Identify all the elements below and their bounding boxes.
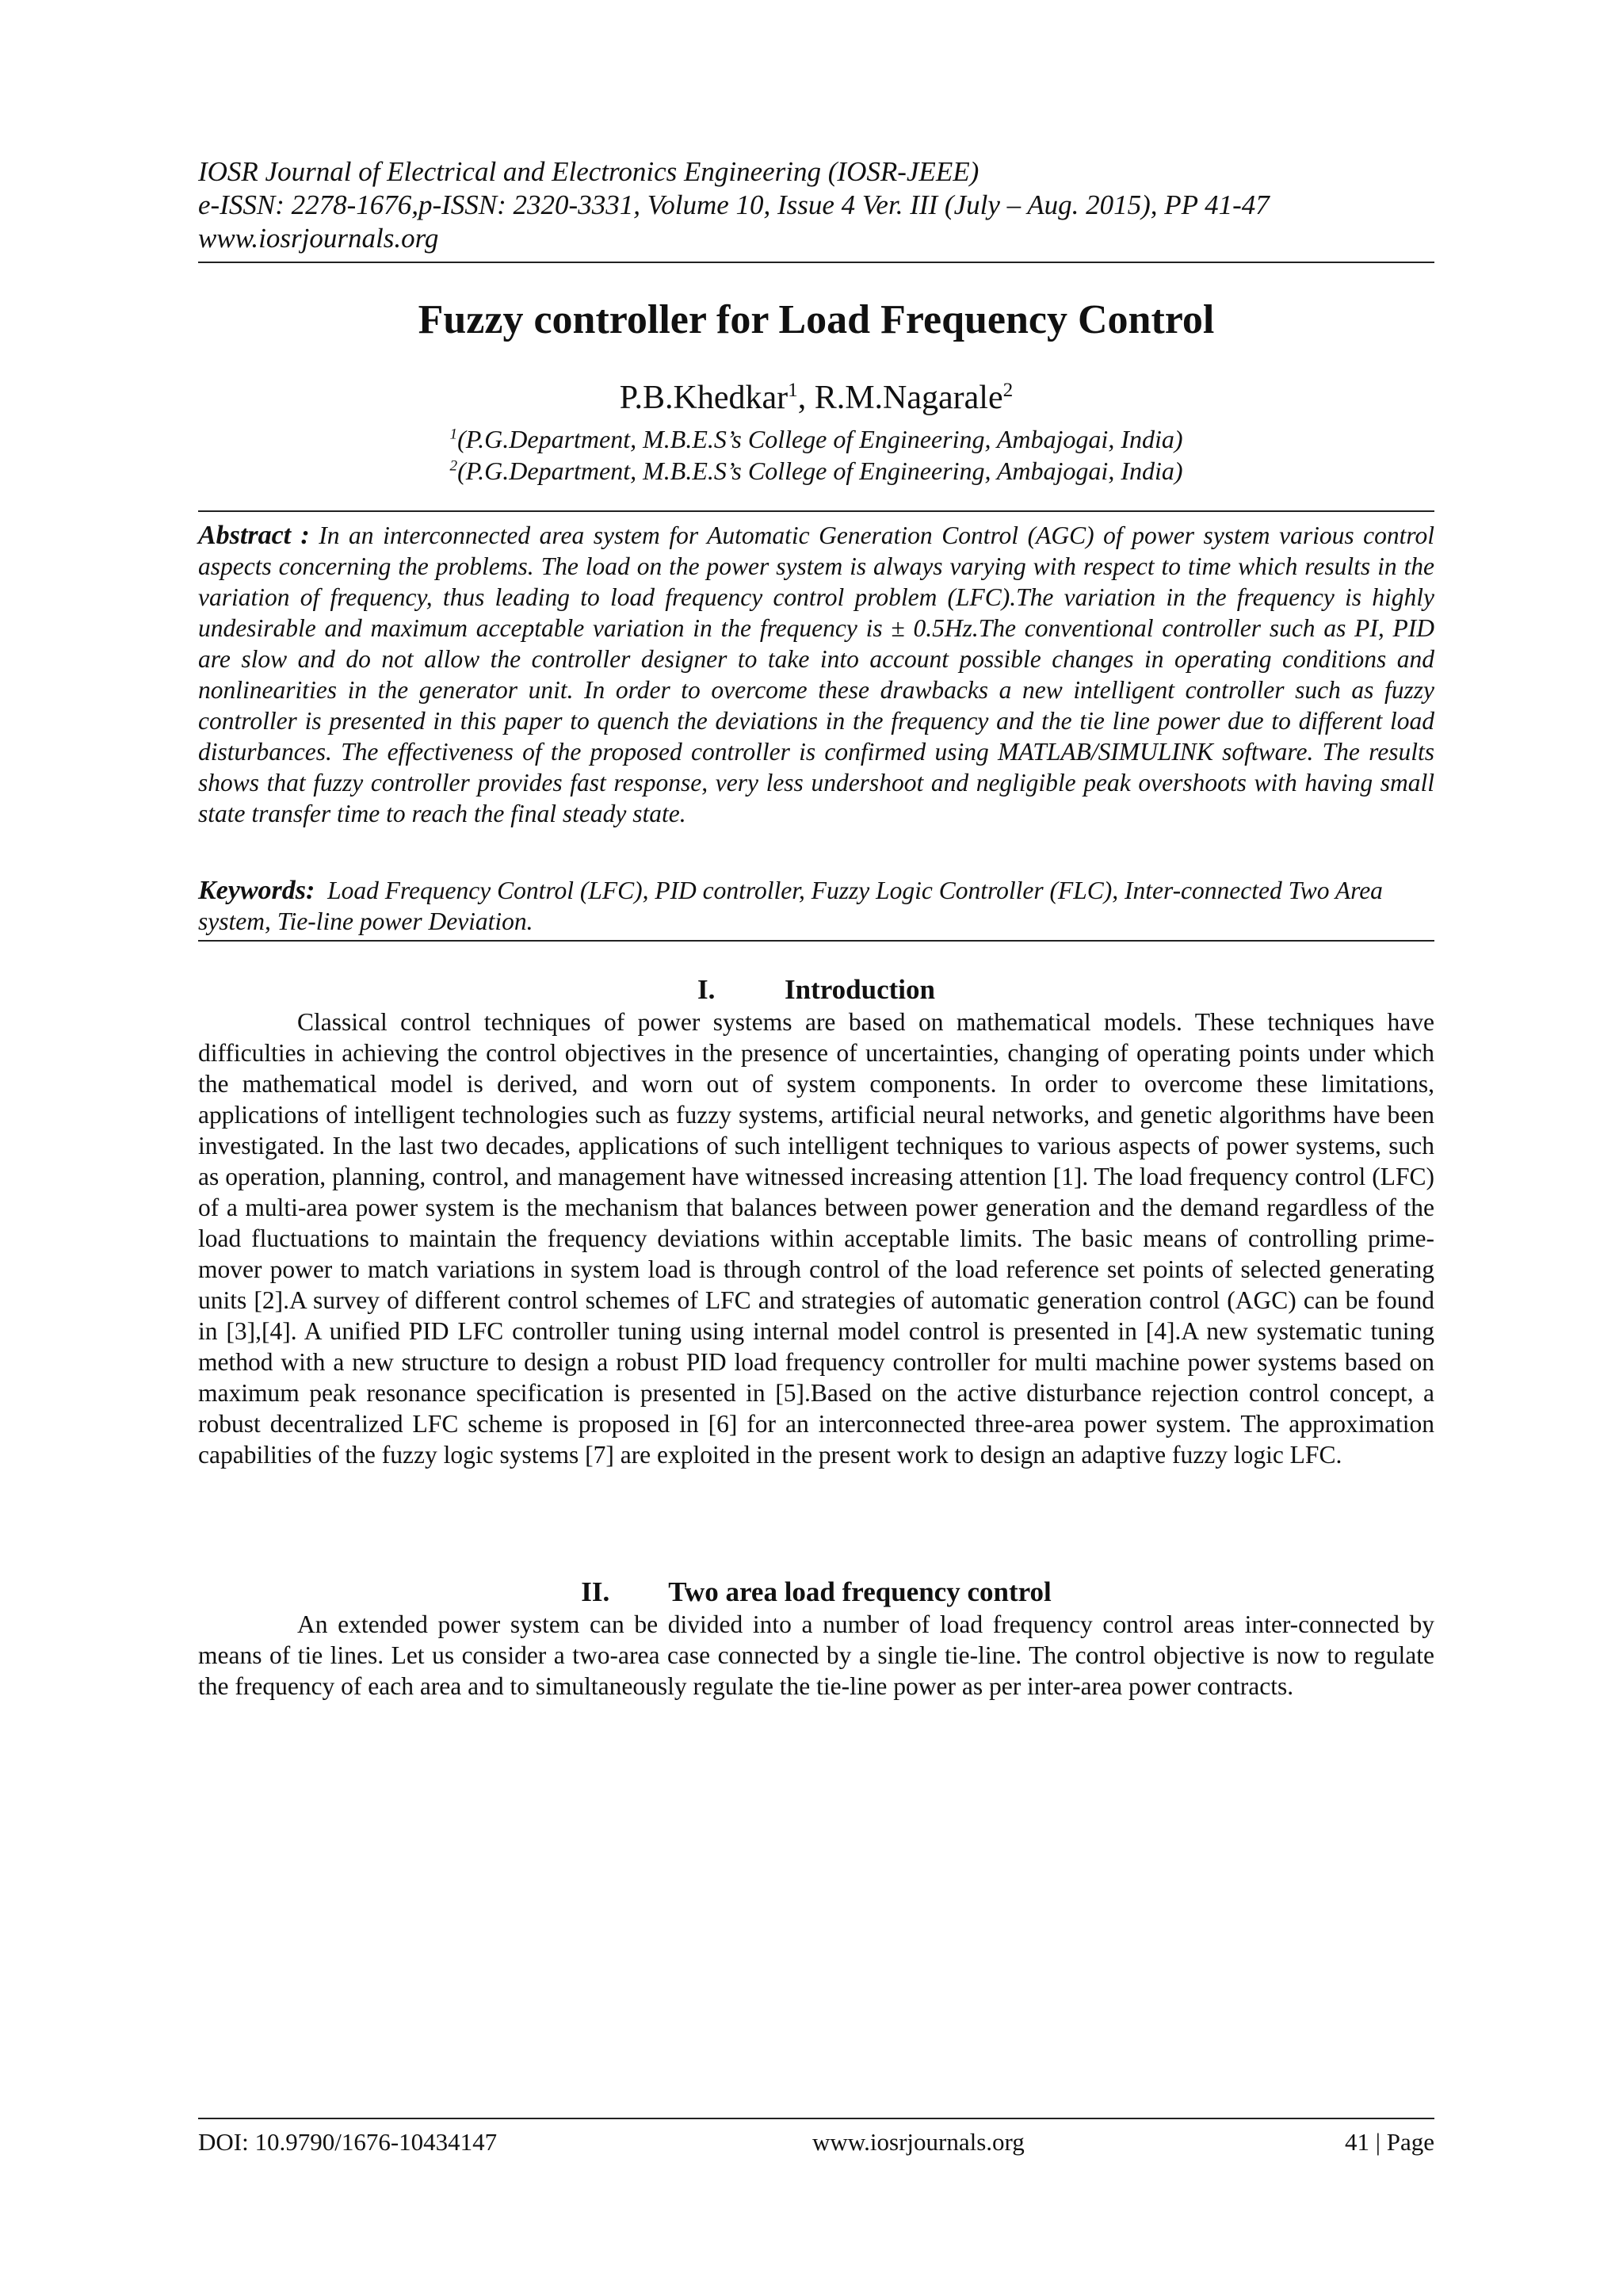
introduction-body [198,1007,1434,1470]
section-heading-introduction [198,973,1434,1007]
abstract-top-rule [198,510,1434,512]
abstract-text: In an interconnected area system for Automatic Generation Control (AGC) of power system various control aspects concerning the problems. The load on the power system is always varying with respect to time which results in the variation of frequency, thus leading to load frequency control problem (LFC).The variation in the frequency is highly undesirable and maximum acceptable variation in the frequency is ± 0.5Hz.The conventional controller such as PI, PID are slow and do not allow the controller designer to take into account possible changes in operating conditions and nonlinearities in the generator unit. In order to overcome these drawbacks a new intelligent controller such as fuzzy controller is presented in this paper to quench the deviations in the frequency and the tie line power due to different load disturbances. The effectiveness of the proposed controller is confirmed using MATLAB/SIMULINK software. The results shows that fuzzy controller provides fast response, very less undershoot and negligible peak overshoots with having small state transfer time to reach the final steady state. [198,521,1434,827]
abstract [198,520,1434,829]
footer-page-number: 41 | Page [1345,2128,1434,2156]
abstract-bottom-rule [198,940,1434,942]
footer-rule [198,2118,1434,2119]
author-affiliation-mark: 2 [1002,380,1014,401]
author-list [198,377,1434,418]
affiliation-mark: 2 [449,457,458,475]
section-title: Introduction [785,974,935,1005]
affiliation-text: (P.G.Department, M.B.E.S’s College of Engineering, Ambajogai, India) [457,425,1183,453]
keywords [198,875,1434,937]
abstract-label: Abstract : [198,521,310,550]
footer-doi: DOI: 10.9790/1676-10434147 [198,2128,498,2156]
author-name: P.B.Khedkar [619,380,789,416]
affiliation-text: (P.G.Department, M.B.E.S’s College of Engineering, Ambajogai, India) [457,457,1183,485]
keywords-label: Keywords: [198,876,315,905]
paper-title: Fuzzy controller for Load Frequency Control [418,297,1215,342]
section-title: Two area load frequency control [668,1576,1052,1607]
keywords-text: Load Frequency Control (LFC), PID controller, Fuzzy Logic Controller (FLC), Inter-connected Two Area system, Tie-line power Deviation. [198,877,1383,935]
author-affiliation-mark: 1 [788,380,798,401]
journal-issn: e-ISSN: 2278-1676,p-ISSN: 2320-3331, Volume 10, Issue 4 Ver. III (July – Aug. 2015), PP 41-47 [198,189,1270,220]
author-name: R.M.Nagarale [814,380,1003,416]
header-rule [198,262,1434,263]
two-area-body [198,1609,1434,1702]
section-heading-two-area [198,1576,1434,1609]
affiliation [198,423,1434,455]
section-number: I. [697,974,716,1005]
journal-website: www.iosrjournals.org [198,223,439,254]
journal-name: IOSR Journal of Electrical and Electronics Engineering (IOSR-JEEE) [198,156,980,187]
footer-website: www.iosrjournals.org [812,2128,1025,2156]
affiliation [198,455,1434,487]
paragraph: Classical control techniques of power systems are based on mathematical models. These techniques have difficulties in achieving the control objectives in the presence of uncertainties, changing of operating points under which the mathematical model is derived, and worn out of system components. In order to overcome these limitations, applications of intelligent technologies such as fuzzy systems, artificial neural networks, and genetic algorithms have been investigated. In the last two decades, applications of such intelligent techniques to various aspects of power systems, such as operation, planning, control, and management have witnessed increasing attention [1]. The load frequency control (LFC) of a multi-area power system is the mechanism that balances between power generation and the demand regardless of the load fluctuations to maintain the frequency deviations within acceptable limits. The basic means of controlling prime-mover power to match variations in system load is through control of the load reference set points of selected generating units [2].A survey of different control schemes of LFC and strategies of automatic generation control (AGC) can be found in [3],[4]. A unified PID LFC controller tuning using internal model control is presented in [4].A new systematic tuning method with a new structure to design a robust PID load frequency controller for multi machine power systems based on maximum peak resonance specification is presented in [5].Based on the active disturbance rejection control concept, a robust decentralized LFC scheme is proposed in [6] for an interconnected three-area power system. The approximation capabilities of the fuzzy logic systems [7] are exploited in the present work to design an adaptive fuzzy logic LFC. [198,1008,1434,1469]
journal-header [198,155,1434,255]
affiliation-mark: 1 [449,426,458,443]
section-number: II. [581,1576,610,1607]
author-separator: , [797,380,815,416]
paragraph: An extended power system can be divided into a number of load frequency control areas inter-connected by means of tie lines. Let us consider a two-area case connected by a single tie-line. The control objective is now to regulate the frequency of each area and to simultaneously regulate the tie-line power as per inter-area power contracts. [198,1610,1434,1700]
